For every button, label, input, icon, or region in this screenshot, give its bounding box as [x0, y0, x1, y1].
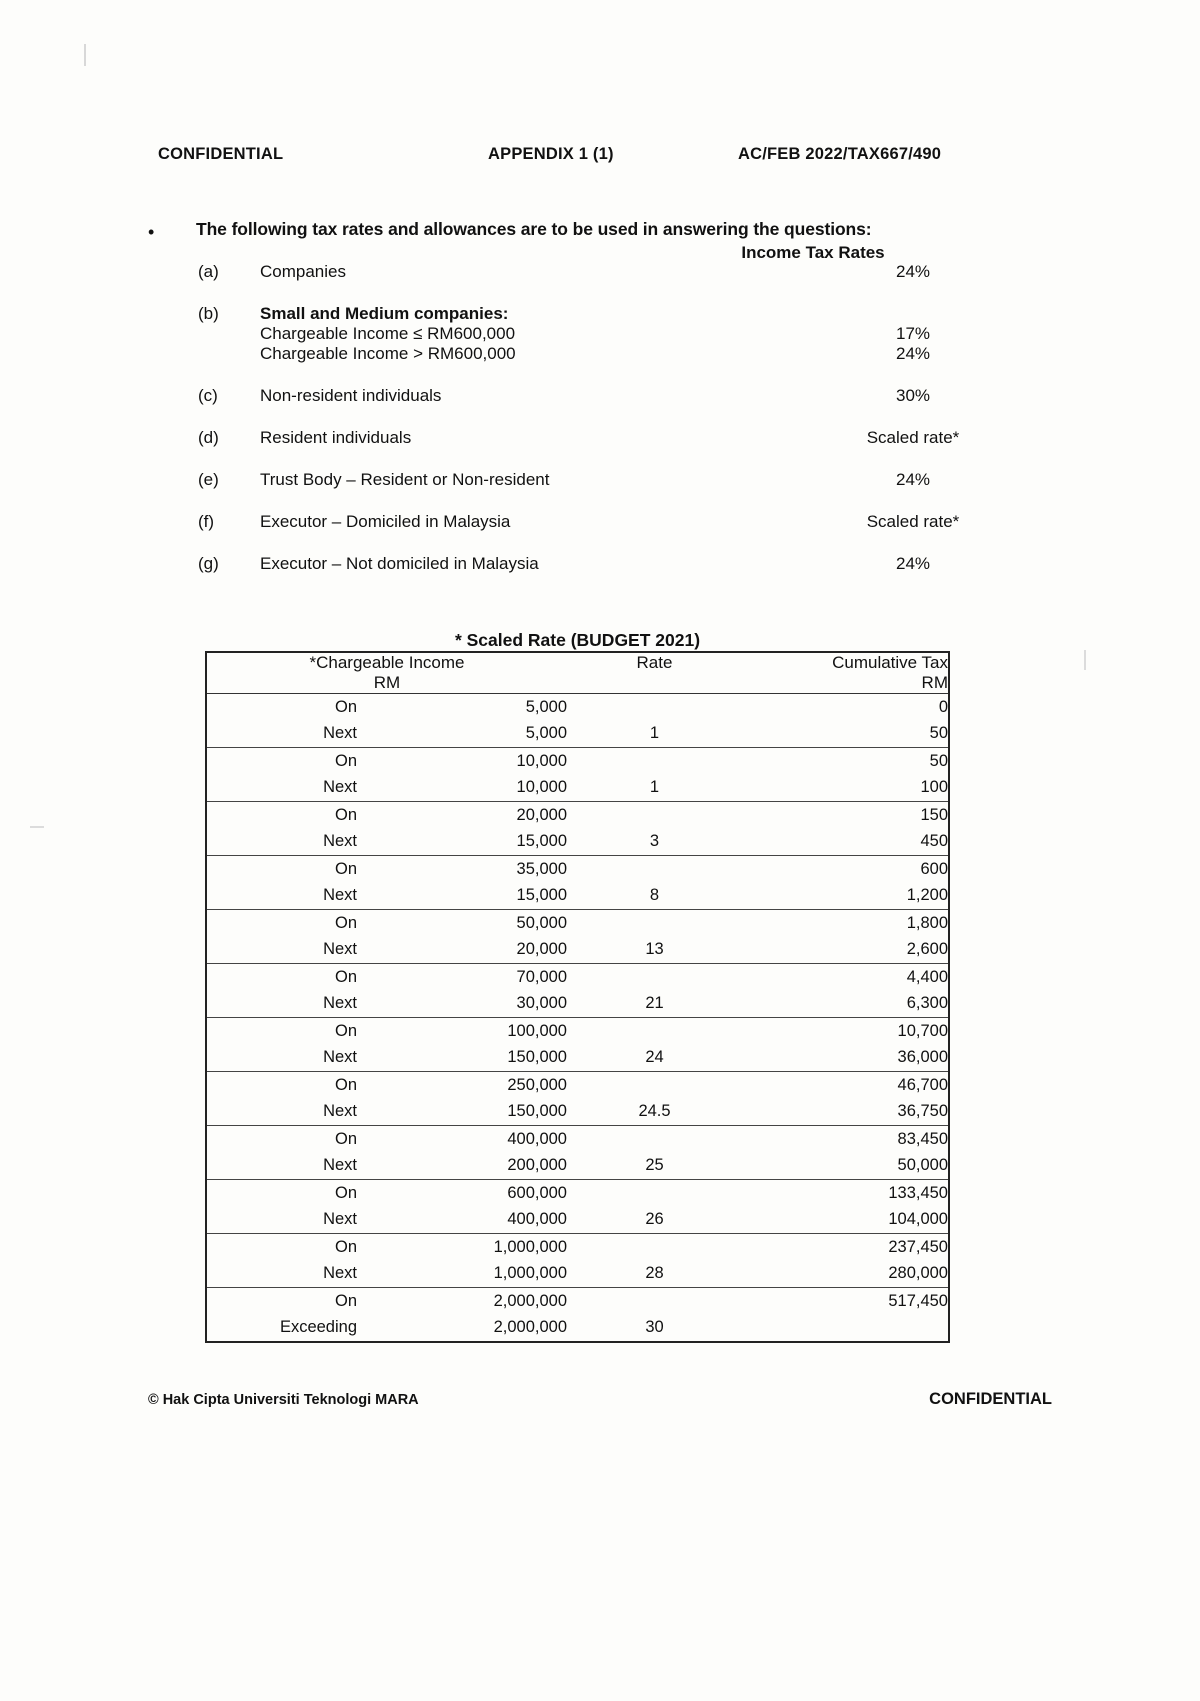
- list-item: [198, 386, 1038, 406]
- column-header-rate: Rate: [636, 653, 673, 672]
- cell-cumulative-tax: 0: [938, 697, 948, 716]
- cell-cumulative-tax: 517,450: [888, 1291, 948, 1310]
- item-text: Small and Medium companies:: [260, 304, 509, 323]
- item-label: (a): [198, 262, 219, 281]
- table-row: [206, 1045, 949, 1072]
- cell-rate: 13: [567, 937, 742, 964]
- table-row: [206, 1099, 949, 1126]
- table-row: [206, 1153, 949, 1180]
- cell-bracket-word: Next: [206, 1099, 357, 1126]
- cell-rate: 24.5: [567, 1099, 742, 1126]
- table-row: [206, 1261, 949, 1288]
- document-header: [158, 145, 1038, 164]
- item-label: (b): [198, 304, 219, 323]
- cell-income-amount: 30,000: [357, 991, 567, 1018]
- cell-cumulative-tax: 46,700: [897, 1075, 948, 1094]
- list-subitem: [198, 324, 1038, 344]
- table-row: [206, 1126, 949, 1153]
- spacer: [198, 448, 1038, 470]
- cell-cumulative-tax: 104,000: [742, 1207, 949, 1234]
- item-text: Non-resident individuals: [260, 386, 442, 405]
- cell-rate: 3: [567, 829, 742, 856]
- cell-income-amount: 1,000,000: [357, 1261, 567, 1288]
- list-item: [198, 262, 1038, 282]
- cell-bracket-word: Next: [206, 1261, 357, 1288]
- cell-bracket-word: Next: [206, 883, 357, 910]
- cell-rate: [567, 1180, 742, 1207]
- cell-rate: [567, 1018, 742, 1045]
- cell-rate: 26: [567, 1207, 742, 1234]
- tax-rate-list: [198, 262, 1038, 574]
- item-value: 24%: [895, 554, 931, 573]
- list-item: [198, 428, 1038, 448]
- intro-paragraph: [148, 219, 1068, 241]
- scaled-rate-table-container: [205, 651, 950, 1343]
- bullet-icon: •: [148, 222, 155, 242]
- cell-bracket-word: Next: [206, 829, 357, 856]
- cell-cumulative-tax: 133,450: [888, 1183, 948, 1202]
- cell-income-amount: 15,000: [357, 883, 567, 910]
- subitem-value: 17%: [895, 324, 931, 343]
- cell-rate: [567, 964, 742, 991]
- item-value: 30%: [895, 386, 931, 405]
- cell-rate: [567, 1234, 742, 1261]
- table-row: [206, 1207, 949, 1234]
- list-item: [198, 512, 1038, 532]
- cell-cumulative-tax: 100: [742, 775, 949, 802]
- table-row: [206, 1180, 949, 1207]
- scan-speck: [1084, 650, 1086, 670]
- header-appendix-label: APPENDIX 1 (1): [488, 145, 614, 163]
- cell-bracket-word: On: [334, 967, 357, 986]
- item-label: (g): [198, 554, 219, 573]
- item-value: 24%: [895, 262, 931, 281]
- table-row: [206, 694, 949, 721]
- list-subitem: [198, 344, 1038, 364]
- cell-cumulative-tax: 280,000: [742, 1261, 949, 1288]
- table-row: [206, 748, 949, 775]
- scaled-rate-table: [205, 651, 950, 1343]
- spacer: [198, 364, 1038, 386]
- cell-income-amount: 2,000,000: [493, 1318, 567, 1337]
- list-item: [198, 470, 1038, 490]
- cell-rate: 21: [567, 991, 742, 1018]
- item-label: (d): [198, 428, 219, 447]
- scan-speck: [84, 44, 86, 66]
- cell-bracket-word: Next: [206, 1153, 357, 1180]
- table-header: [206, 652, 949, 694]
- cell-income-amount: 35,000: [516, 859, 567, 878]
- item-text: Companies: [260, 262, 346, 281]
- footer-confidential: CONFIDENTIAL: [929, 1390, 1052, 1408]
- table-row: [206, 1234, 949, 1261]
- cell-income-amount: 400,000: [507, 1129, 567, 1148]
- table-row: [206, 1072, 949, 1099]
- intro-text-label: The following tax rates and allowances are to be used in answering the questions:: [196, 219, 872, 239]
- table-row: [206, 775, 949, 802]
- list-item: [198, 304, 1038, 324]
- cell-cumulative-tax: 450: [742, 829, 949, 856]
- cell-income-amount: 50,000: [516, 913, 567, 932]
- cell-bracket-word: Next: [206, 991, 357, 1018]
- cell-rate: [567, 694, 742, 721]
- cell-income-amount: 5,000: [525, 697, 567, 716]
- cell-rate: 24: [567, 1045, 742, 1072]
- subitem-value: 24%: [895, 344, 931, 363]
- cell-bracket-word: On: [334, 1129, 357, 1148]
- cell-bracket-word: On: [334, 1291, 357, 1310]
- cell-cumulative-tax: 1,200: [742, 883, 949, 910]
- table-body: [206, 694, 949, 1343]
- cell-rate: 8: [567, 883, 742, 910]
- cell-cumulative-tax: 237,450: [888, 1237, 948, 1256]
- list-item: [198, 554, 1038, 574]
- cell-cumulative-tax: 6,300: [742, 991, 949, 1018]
- subitem-text: Chargeable Income ≤ RM600,000: [260, 324, 516, 343]
- table-row: [206, 1288, 949, 1315]
- cell-income-amount: 150,000: [357, 1045, 567, 1072]
- table-row: [206, 1315, 949, 1343]
- cell-bracket-word: Next: [206, 775, 357, 802]
- table-row: [206, 937, 949, 964]
- spacer: [198, 532, 1038, 554]
- cell-income-amount: 10,000: [516, 751, 567, 770]
- spacer: [198, 282, 1038, 304]
- cell-income-amount: 400,000: [357, 1207, 567, 1234]
- table-row: [206, 829, 949, 856]
- cell-cumulative-tax: 150: [920, 805, 948, 824]
- header-course-code: AC/FEB 2022/TAX667/490: [738, 145, 942, 163]
- income-tax-rates-heading: Income Tax Rates: [741, 243, 885, 262]
- cell-rate: [567, 910, 742, 937]
- cell-rate: 1: [567, 775, 742, 802]
- item-label: (f): [198, 512, 215, 531]
- cell-cumulative-tax: 2,600: [742, 937, 949, 964]
- cell-rate: [567, 1072, 742, 1099]
- cell-cumulative-tax: 83,450: [897, 1129, 948, 1148]
- item-value: 24%: [895, 470, 931, 489]
- cell-cumulative-tax: 36,750: [742, 1099, 949, 1126]
- column-header-cumulative-tax: Cumulative Tax: [832, 653, 948, 672]
- cell-bracket-word: On: [334, 1183, 357, 1202]
- cell-rate: [567, 1126, 742, 1153]
- item-text: Trust Body – Resident or Non-resident: [260, 470, 550, 489]
- cell-rate: [567, 1288, 742, 1315]
- cell-rate: 30: [645, 1318, 664, 1337]
- cell-income-amount: 70,000: [516, 967, 567, 986]
- spacer: [198, 406, 1038, 428]
- cell-cumulative-tax: 50: [929, 751, 948, 770]
- item-text: Resident individuals: [260, 428, 412, 447]
- cell-bracket-word: Next: [206, 937, 357, 964]
- cell-income-amount: 5,000: [357, 721, 567, 748]
- cell-income-amount: 10,000: [357, 775, 567, 802]
- cell-bracket-word: Next: [206, 1207, 357, 1234]
- cell-rate: 28: [567, 1261, 742, 1288]
- table-row: [206, 1018, 949, 1045]
- cell-bracket-word: On: [334, 1075, 357, 1094]
- item-value: Scaled rate*: [866, 428, 960, 447]
- cell-income-amount: 200,000: [357, 1153, 567, 1180]
- subitem-text: Chargeable Income > RM600,000: [260, 344, 516, 363]
- column-header-cumulative-unit: RM: [742, 673, 949, 694]
- item-text: Executor – Domiciled in Malaysia: [260, 512, 511, 531]
- cell-bracket-word: Next: [206, 1045, 357, 1072]
- scaled-rate-caption: * Scaled Rate (BUDGET 2021): [454, 630, 701, 650]
- cell-cumulative-tax: 50: [742, 721, 949, 748]
- cell-income-amount: 600,000: [507, 1183, 567, 1202]
- cell-cumulative-tax: 4,400: [906, 967, 948, 986]
- cell-bracket-word: On: [334, 697, 357, 716]
- cell-income-amount: 1,000,000: [493, 1237, 567, 1256]
- cell-income-amount: 250,000: [507, 1075, 567, 1094]
- document-footer: [148, 1390, 1052, 1409]
- cell-income-amount: 150,000: [357, 1099, 567, 1126]
- cell-bracket-word: Next: [206, 721, 357, 748]
- cell-income-amount: 2,000,000: [493, 1291, 567, 1310]
- cell-rate: 1: [567, 721, 742, 748]
- cell-cumulative-tax: 600: [920, 859, 948, 878]
- table-row: [206, 991, 949, 1018]
- cell-cumulative-tax: [742, 1315, 949, 1343]
- header-confidential-left: CONFIDENTIAL: [158, 145, 284, 163]
- cell-bracket-word: On: [334, 805, 357, 824]
- scan-speck: [30, 826, 44, 828]
- cell-income-amount: 100,000: [507, 1021, 567, 1040]
- cell-income-amount: 15,000: [357, 829, 567, 856]
- spacer: [198, 490, 1038, 512]
- column-header-rate-unit: [567, 673, 742, 694]
- table-row: [206, 910, 949, 937]
- item-label: (c): [198, 386, 218, 405]
- cell-rate: [567, 748, 742, 775]
- cell-bracket-word: On: [334, 751, 357, 770]
- column-header-income-unit: RM: [206, 673, 567, 694]
- item-label: (e): [198, 470, 219, 489]
- cell-cumulative-tax: 50,000: [742, 1153, 949, 1180]
- cell-rate: [567, 856, 742, 883]
- item-value: Scaled rate*: [866, 512, 960, 531]
- item-text: Executor – Not domiciled in Malaysia: [260, 554, 539, 573]
- cell-cumulative-tax: 1,800: [906, 913, 948, 932]
- cell-bracket-word: Exceeding: [279, 1318, 357, 1337]
- table-row: [206, 721, 949, 748]
- cell-cumulative-tax: 36,000: [742, 1045, 949, 1072]
- cell-cumulative-tax: 10,700: [897, 1021, 948, 1040]
- footer-copyright: © Hak Cipta Universiti Teknologi MARA: [148, 1392, 419, 1408]
- cell-income-amount: 20,000: [357, 937, 567, 964]
- cell-income-amount: 20,000: [516, 805, 567, 824]
- column-header-chargeable-income: *Chargeable Income: [309, 653, 465, 672]
- table-row: [206, 802, 949, 829]
- table-row: [206, 964, 949, 991]
- cell-rate: 25: [567, 1153, 742, 1180]
- cell-bracket-word: On: [334, 913, 357, 932]
- table-row: [206, 883, 949, 910]
- cell-rate: [567, 802, 742, 829]
- table-row: [206, 856, 949, 883]
- cell-bracket-word: On: [334, 1021, 357, 1040]
- cell-bracket-word: On: [334, 1237, 357, 1256]
- cell-bracket-word: On: [334, 859, 357, 878]
